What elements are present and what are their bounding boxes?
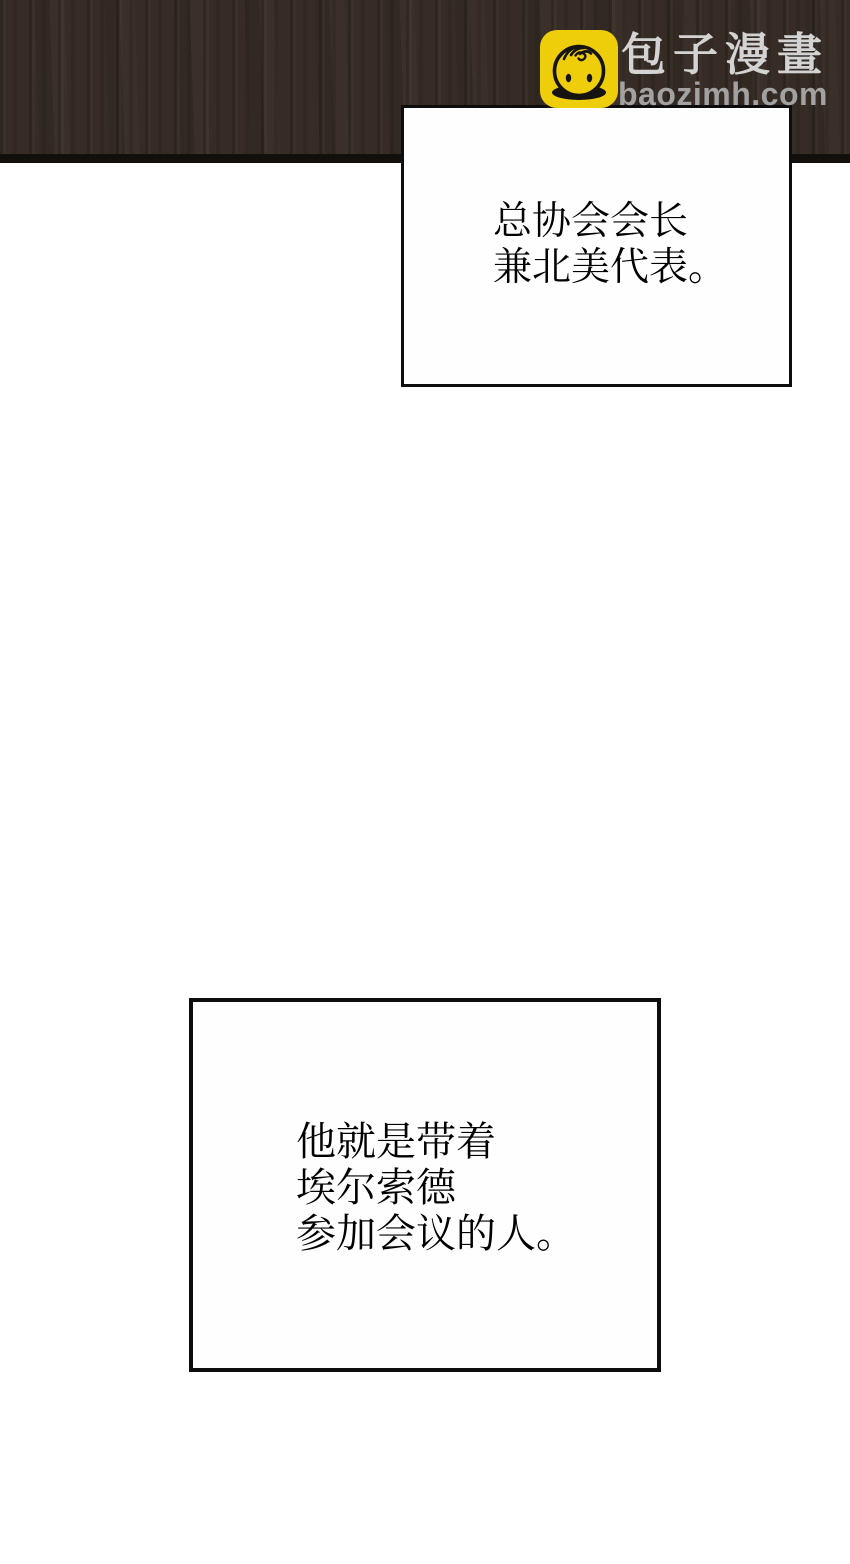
caption-line: 兼北美代表。 (493, 246, 728, 289)
watermark-brand-name: 包子漫畫 (621, 29, 830, 80)
caption-text-2 (296, 1119, 576, 1257)
caption-line: 参加会议的人。 (296, 1211, 576, 1256)
caption-box-2 (189, 998, 661, 1372)
caption-line: 他就是带着 (296, 1119, 496, 1164)
caption-line: 埃尔索德 (296, 1165, 456, 1210)
caption-line: 总协会会长 (493, 200, 689, 243)
watermark-site-url: baozimh.com (618, 76, 828, 112)
caption-text-1 (493, 199, 727, 291)
caption-box-1 (401, 105, 792, 387)
